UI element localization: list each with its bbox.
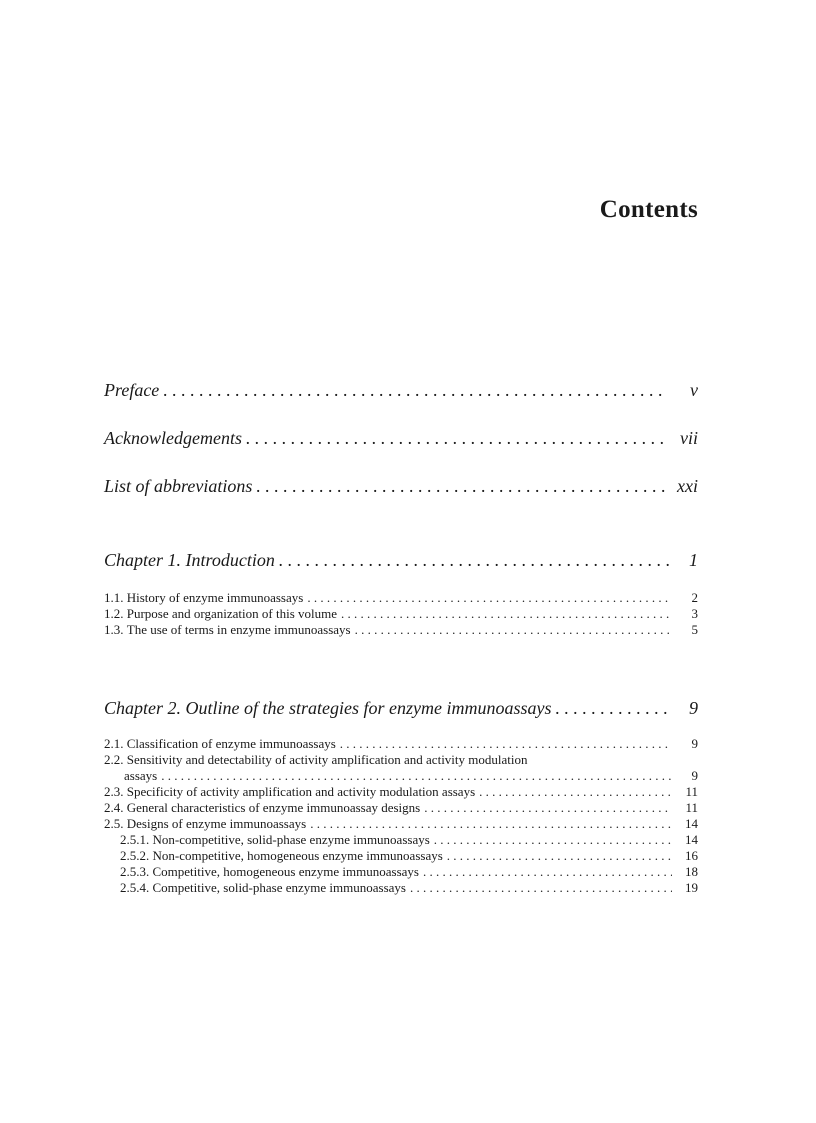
toc-subsection[interactable] <box>104 848 698 864</box>
section-page: 11 <box>685 784 698 799</box>
toc-chapter-2[interactable] <box>104 698 698 720</box>
toc-section-continuation[interactable] <box>104 768 698 784</box>
section-page: 9 <box>691 736 698 751</box>
leader-dots <box>310 816 672 832</box>
toc-entry-label: List of abbreviations <box>104 476 253 496</box>
toc-subsection[interactable] <box>104 880 698 896</box>
leader-dots <box>479 784 672 800</box>
section-label: Specificity of activity amplification and activity modulation assays <box>126 784 476 799</box>
toc-section[interactable] <box>104 784 698 800</box>
section-label: Competitive, solid-phase enzyme immunoassays <box>152 880 406 895</box>
toc-section[interactable] <box>104 606 698 622</box>
toc-chapter-page: 9 <box>689 698 698 718</box>
section-number: 2.3. <box>104 784 124 799</box>
leader-dots <box>555 698 672 719</box>
leader-dots <box>341 606 672 622</box>
leader-dots <box>410 880 672 896</box>
section-page: 14 <box>685 832 698 847</box>
section-number: 1.3. <box>104 622 124 637</box>
section-page: 5 <box>691 622 698 637</box>
section-page: 3 <box>691 606 698 621</box>
section-label: General characteristics of enzyme immunoassay designs <box>126 800 421 815</box>
section-label: Purpose and organization of this volume <box>126 606 338 621</box>
section-number: 2.5. <box>104 816 124 831</box>
section-number: 1.2. <box>104 606 124 621</box>
leader-dots <box>355 622 672 638</box>
section-page: 18 <box>685 864 698 879</box>
section-label: Non-competitive, homogeneous enzyme immunoassays <box>152 848 443 863</box>
page-title: Contents <box>599 196 698 223</box>
toc-subsection[interactable] <box>104 832 698 848</box>
toc-chapter-1[interactable] <box>104 550 698 572</box>
toc-entry-abbreviations[interactable] <box>104 476 698 498</box>
section-number: 2.5.2. <box>120 848 150 863</box>
toc-entry-acknowledgements[interactable] <box>104 428 698 450</box>
section-label-continued: assays <box>124 768 158 783</box>
leader-dots <box>340 736 672 752</box>
leader-dots <box>424 800 672 816</box>
leader-dots <box>447 848 672 864</box>
toc-entry-label: Acknowledgements <box>104 428 242 448</box>
toc-entry-page: vii <box>680 428 698 448</box>
leader-dots <box>246 428 666 449</box>
section-number: 1.1. <box>104 590 124 605</box>
leader-dots <box>434 832 672 848</box>
toc-entry-label: Preface <box>104 380 160 400</box>
toc-chapter-label: Chapter 1. Introduction <box>104 550 275 570</box>
toc-section[interactable] <box>104 590 698 606</box>
leader-dots <box>163 380 666 401</box>
section-number: 2.5.4. <box>120 880 150 895</box>
toc-section[interactable] <box>104 800 698 816</box>
section-label: History of enzyme immunoassays <box>126 590 304 605</box>
section-number: 2.5.1. <box>120 832 150 847</box>
section-number: 2.2. <box>104 752 124 767</box>
leader-dots <box>307 590 672 606</box>
section-page: 2 <box>691 590 698 605</box>
section-label: Designs of enzyme immunoassays <box>126 816 307 831</box>
toc-chapter-page: 1 <box>689 550 698 570</box>
toc-chapter-label: Chapter 2. Outline of the strategies for enzyme immunoassays <box>104 698 552 718</box>
leader-dots <box>256 476 666 497</box>
leader-dots <box>423 864 672 880</box>
leader-dots <box>161 768 672 784</box>
section-page: 11 <box>685 800 698 815</box>
toc-subsection[interactable] <box>104 864 698 880</box>
section-page: 19 <box>685 880 698 895</box>
toc-entry-page: v <box>690 380 698 400</box>
toc-section[interactable] <box>104 816 698 832</box>
section-number: 2.4. <box>104 800 124 815</box>
toc-entry-preface[interactable] <box>104 380 698 402</box>
section-page: 9 <box>691 768 698 783</box>
section-label: Non-competitive, solid-phase enzyme immunoassays <box>152 832 430 847</box>
toc-entry-page: xxi <box>677 476 698 496</box>
section-number: 2.5.3. <box>120 864 150 879</box>
section-page: 14 <box>685 816 698 831</box>
section-number: 2.1. <box>104 736 124 751</box>
toc-section[interactable] <box>104 736 698 752</box>
toc-section-wrapped[interactable] <box>104 752 698 768</box>
section-label: Sensitivity and detectability of activity amplification and activity modulation <box>126 752 528 767</box>
leader-dots <box>279 550 672 571</box>
table-of-contents <box>104 372 698 896</box>
section-label: The use of terms in enzyme immunoassays <box>126 622 351 637</box>
section-page: 16 <box>685 848 698 863</box>
section-label: Classification of enzyme immunoassays <box>126 736 336 751</box>
section-label: Competitive, homogeneous enzyme immunoassays <box>152 864 419 879</box>
toc-section[interactable] <box>104 622 698 638</box>
